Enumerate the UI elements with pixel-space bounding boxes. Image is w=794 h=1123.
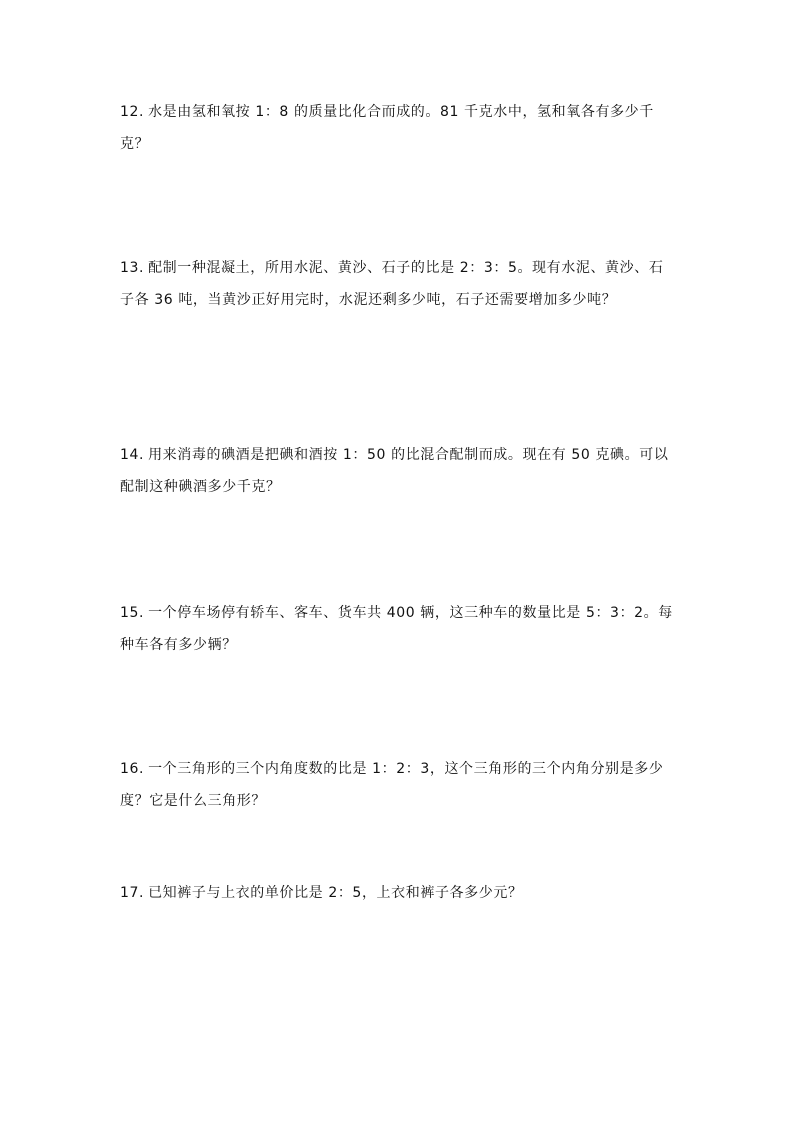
problem-13 bbox=[120, 252, 676, 316]
problem-number: 15. bbox=[120, 605, 145, 621]
problem-text: 一个停车场停有轿车、客车、货车共 400 辆，这三种车的数量比是 5：3：2。每种车各有多少辆？ bbox=[120, 605, 673, 653]
problem-number: 14. bbox=[120, 447, 145, 463]
problem-text: 配制一种混凝土，所用水泥、黄沙、石子的比是 2：3：5。现有水泥、黄沙、石子各 36 吨，当黄沙正好用完时，水泥还剩多少吨，石子还需要增加多少吨？ bbox=[120, 260, 664, 308]
problem-12 bbox=[120, 96, 676, 160]
problem-15 bbox=[120, 597, 676, 661]
problem-text: 水是由氢和氧按 1：8 的质量比化合而成的。81 千克水中，氢和氧各有多少千克？ bbox=[120, 104, 654, 152]
problem-text: 一个三角形的三个内角度数的比是 1：2：3，这个三角形的三个内角分别是多少度？它是什么三角形？ bbox=[120, 761, 664, 809]
problem-text: 已知裤子与上衣的单价比是 2：5，上衣和裤子各多少元？ bbox=[148, 885, 523, 901]
problem-17 bbox=[120, 877, 676, 909]
problem-text: 用来消毒的碘酒是把碘和酒按 1：50 的比混合配制而成。现在有 50 克碘。可以配制这种碘酒多少千克？ bbox=[120, 447, 669, 495]
problem-16 bbox=[120, 753, 676, 817]
problem-number: 13. bbox=[120, 260, 145, 276]
problem-14 bbox=[120, 439, 676, 503]
problem-number: 16. bbox=[120, 761, 145, 777]
problem-number: 17. bbox=[120, 885, 145, 901]
problem-number: 12. bbox=[120, 104, 145, 120]
